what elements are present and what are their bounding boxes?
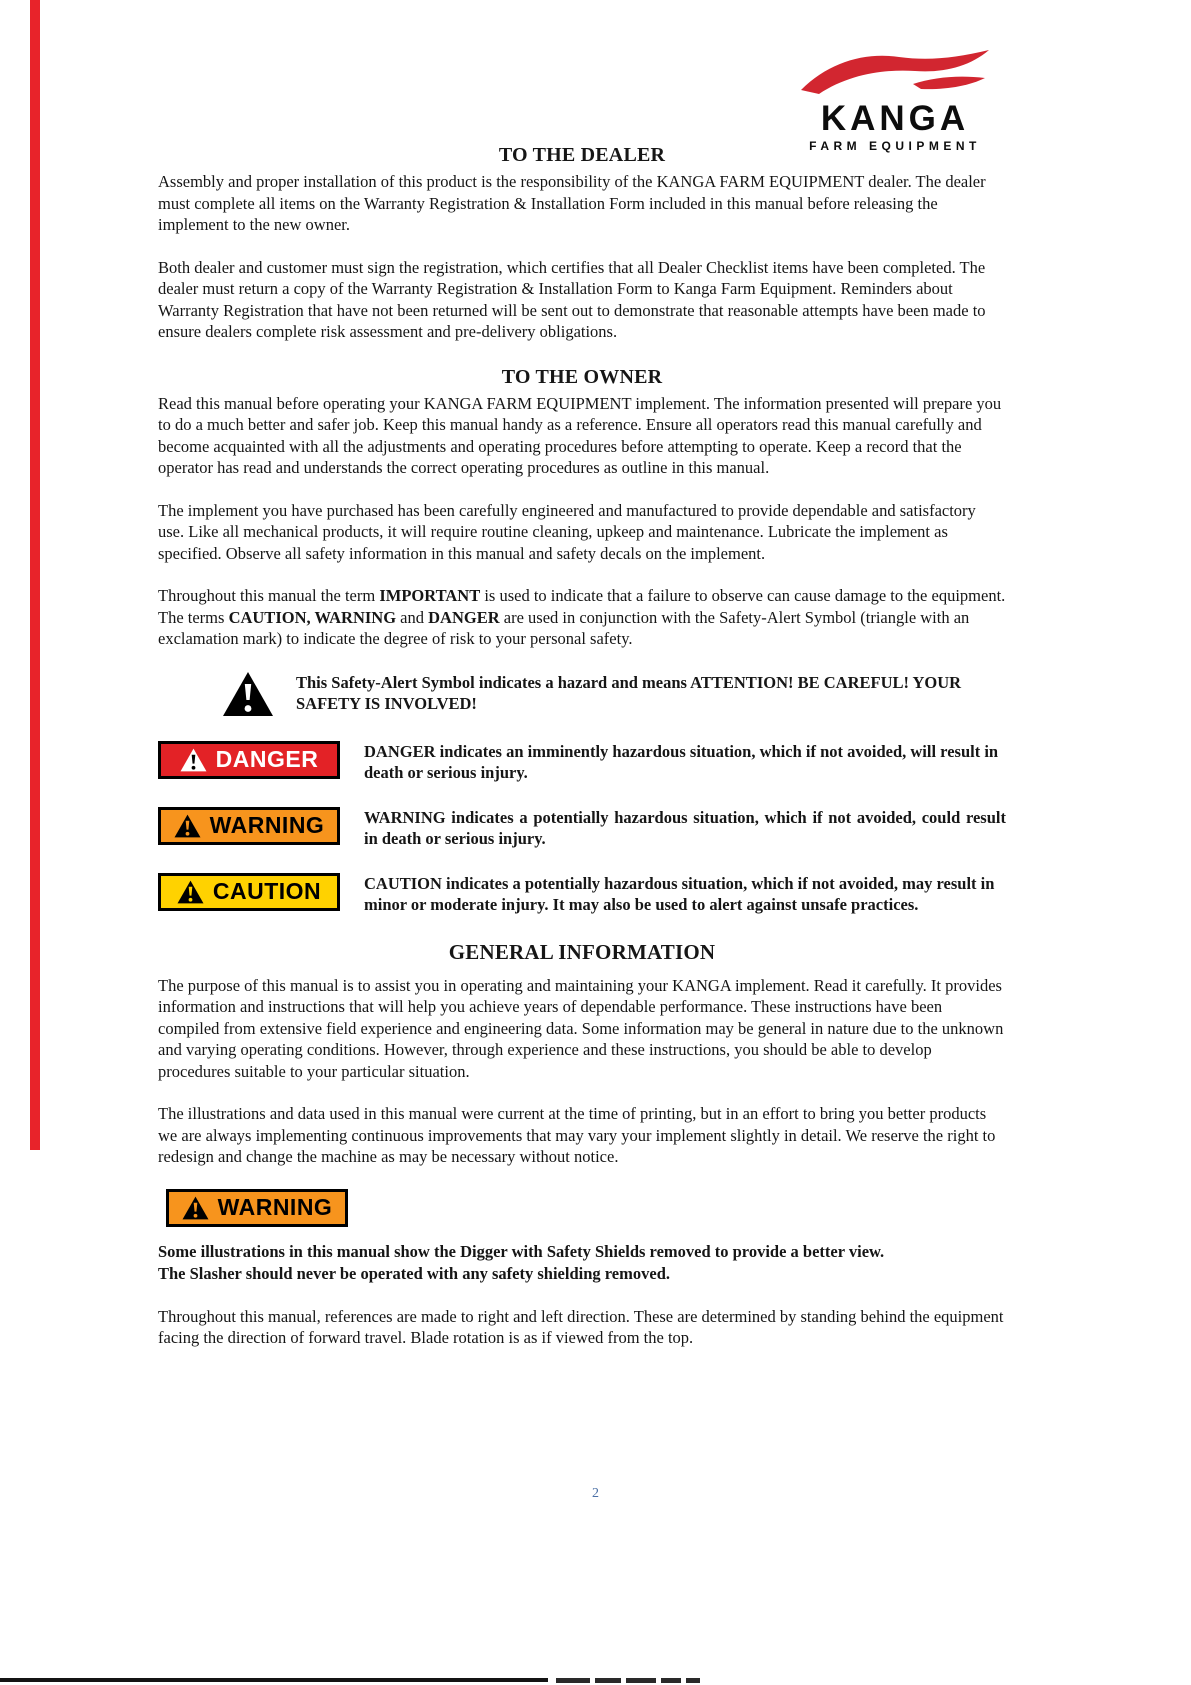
caution-triangle-icon [177,880,204,904]
caution-badge-label: CAUTION [212,877,322,904]
warning-badge-label: WARNING [209,811,325,838]
danger-row [158,741,1006,784]
owner-paragraph-2: The implement you have purchased has been carefully engineered and manufactured to provide dependable and satisfactory use. Like all mechanical products, it will require routine cleaning, upkeep and maintenance. Lubricate the implement as specified. Observe all safety information in this manual and safety decals on the implement. [158,500,976,563]
caution-row [158,873,1006,916]
warning-row [158,807,1006,850]
warning-description: WARNING indicates a potentially hazardous situation, which if not avoided, could result in death or serious injury. [364,807,1006,848]
shield-warning-line-1: Some illustrations in this manual show the Digger with Safety Shields removed to provide a better view. [158,1241,885,1261]
general-paragraph-1: The purpose of this manual is to assist you in operating and maintaining your KANGA implement. Read it carefully. It provides information and instructions that will help you achieve years of dependable performance. These instructions have been compiled from extensive field experience and engineering data. Some information may be general in nature due to the unknown and varying operating conditions. However, through experience and these instructions, you should be able to develop procedures suitable to your particular situation. [158,975,1004,1081]
logo-wordmark: KANGA [820,99,970,138]
section-title-owner: TO THE OWNER [501,365,663,388]
shield-warning-badge-label: WARNING [217,1193,333,1220]
section-title-dealer: TO THE DEALER [498,144,666,166]
warning-triangle-icon [182,1196,209,1220]
kanga-logo [795,48,995,153]
danger-description: DANGER indicates an imminently hazardous situation, which if not avoided, will result in death or serious injury. [364,741,999,782]
section-title-general: GENERAL INFORMATION [448,939,716,964]
direction-paragraph: Throughout this manual, references are made to right and left direction. These are determined by standing behind the equipment facing the direction of forward travel. Blade rotation is as if viewed from the top. [158,1306,1004,1347]
owner-paragraph-1: Read this manual before operating your KANGA FARM EQUIPMENT implement. The information presented will prepare you to do a much better and safer job. Keep this manual handy as a reference. Ensure all operators read this manual carefully and become acquainted with all the adjustments and operating procedures before attempting to operate. Keep a record that the operator has read and understands the correct operating procedures as outline in this manual. [158,393,1002,477]
danger-badge [158,741,340,779]
general-paragraph-2: The illustrations and data used in this manual were current at the time of printing, but in an effort to bring you better products we are always implementing continuous improvements that may vary your implement slightly in detail. We reserve the right to redesign and change the machine as may be necessary without notice. [158,1104,996,1166]
shield-warning-note [158,1241,1006,1285]
safety-alert-icon [222,671,274,717]
kangaroo-swoosh-icon [795,48,995,105]
warning-triangle-icon [174,814,201,838]
owner-paragraph-3: Throughout this manual the term IMPORTANT is used to indicate that a failure to observe can cause damage to the equipment. The terms CAUTION, WARNING and DANGER are used in conjunction with the Safety-Alert Symbol (triangle with an exclamation mark) to indicate the degree of risk to your personal safety. [158,586,1006,648]
document-body [158,142,1006,1370]
danger-triangle-icon [180,748,207,772]
danger-badge-label: DANGER [215,745,319,772]
shield-warning-badge [166,1189,348,1227]
caution-badge [158,873,340,911]
shield-warning-line-2: The Slasher should never be operated with any safety shielding removed. [158,1263,670,1283]
warning-badge [158,807,340,845]
page-number: 2 [592,1486,599,1501]
dealer-paragraph-1: Assembly and proper installation of this product is the responsibility of the KANGA FARM EQUIPMENT dealer. The dealer must complete all items on the Warranty Registration & Installation Form included in this manual before releasing the implement to the new owner. [158,172,986,234]
dealer-paragraph-2: Both dealer and customer must sign the registration, which certifies that all Dealer Checklist items have been completed. The dealer must return a copy of the Warranty Registration & Installation Form to Kanga Farm Equipment. Reminders about Warranty Registration that have not been returned will be sent out to demonstrate that reasonable attempts have been made to ensure dealers complete risk assessment and pre-delivery obligations. [158,257,986,341]
left-red-stripe [30,0,40,1150]
safety-alert-row [222,671,1006,717]
safety-alert-text: This Safety-Alert Symbol indicates a hazard and means ATTENTION! BE CAREFUL! YOUR SAFETY IS INVOLVED! [296,672,962,713]
caution-description: CAUTION indicates a potentially hazardous situation, which if not avoided, may result in minor or moderate injury. It may also be used to alert against unsafe practices. [364,873,995,914]
bottom-edge-artifact [556,1677,700,1683]
logo-subtitle: FARM EQUIPMENT [809,139,981,153]
bottom-edge-line [0,1678,548,1682]
